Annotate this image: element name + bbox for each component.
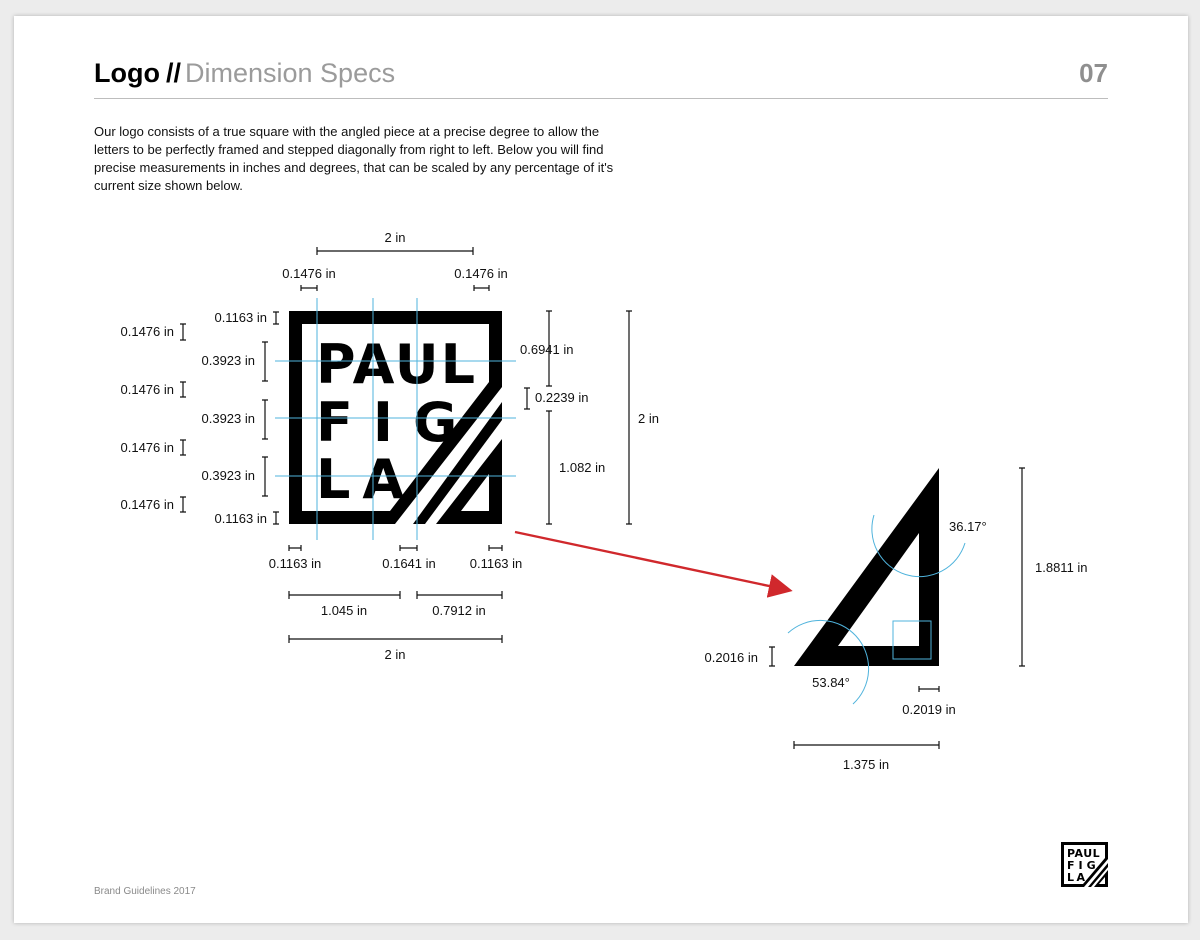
dim-top-right-margin: 0.1476 in xyxy=(454,266,508,281)
dim-left-3: 0.1476 in xyxy=(120,440,174,455)
dim-bottom-total: 2 in xyxy=(384,647,406,662)
dim-inner-row-3: 0.3923 in xyxy=(201,468,255,483)
dim-bottom-left-margin: 0.1163 in xyxy=(268,556,322,571)
dim-thickness-bottom: 0.2019 in xyxy=(902,702,956,717)
small-logo-line-1: PAUL xyxy=(1067,847,1101,860)
dim-right-gap: 0.2239 in xyxy=(535,390,589,405)
red-arrow xyxy=(515,532,788,590)
dim-top-left-margin: 0.1476 in xyxy=(282,266,336,281)
dim-triangle-width: 1.375 in xyxy=(842,757,890,772)
small-logo-line-2: FIG xyxy=(1067,859,1100,872)
triangle-piece xyxy=(794,468,939,666)
title-separator: // xyxy=(165,58,181,88)
page-number: 07 xyxy=(1079,58,1108,88)
dim-top-angle: 36.17° xyxy=(949,519,987,534)
dim-left-4: 0.1476 in xyxy=(120,497,174,512)
logo-line-1: PAUL xyxy=(316,333,478,396)
dim-inner-row-2: 0.3923 in xyxy=(201,411,255,426)
dim-triangle-height: 1.8811 in xyxy=(1035,560,1088,575)
small-logo-line-3: LA xyxy=(1067,871,1088,884)
dim-right-bottom: 1.082 in xyxy=(559,460,606,475)
dim-right-total: 2 in xyxy=(638,411,659,426)
dim-inner-bottom-margin: 0.1163 in xyxy=(214,511,267,526)
dim-thickness-left: 0.2016 in xyxy=(704,650,758,665)
dim-left-1: 0.1476 in xyxy=(120,324,174,339)
dim-left-2: 0.1476 in xyxy=(120,382,174,397)
dim-right-top: 0.6941 in xyxy=(520,342,574,357)
dim-bottom-angle: 53.84° xyxy=(812,675,850,690)
logo-line-3: LA xyxy=(316,448,417,511)
dim-inner-top-margin: 0.1163 in xyxy=(214,310,267,325)
dim-bottom-right-margin: 0.1163 in xyxy=(469,556,523,571)
title-light: Dimension Specs xyxy=(185,58,396,88)
title-strong: Logo xyxy=(94,58,160,88)
footer-text: Brand Guidelines 2017 xyxy=(94,886,196,897)
small-logo xyxy=(1061,842,1108,887)
logo-line-2: FIG xyxy=(316,391,478,454)
dim-inner-row-1: 0.3923 in xyxy=(201,353,255,368)
triangle-dimension-lines xyxy=(769,468,1025,749)
dim-top-total: 2 in xyxy=(384,230,406,245)
intro-paragraph: Our logo consists of a true square with the angled piece at a precise degree to allow the letters to be perfectly framed and stepped diagonally from right to left. Below you will find precise measurements in inches and degrees, that can be scaled by any percentage of it's current size shown below. xyxy=(94,124,614,193)
dim-bottom-left-width: 1.045 in xyxy=(320,603,368,618)
dim-bottom-mid-gap: 0.1641 in xyxy=(382,556,436,571)
dim-bottom-right-width: 0.7912 in xyxy=(432,603,486,618)
